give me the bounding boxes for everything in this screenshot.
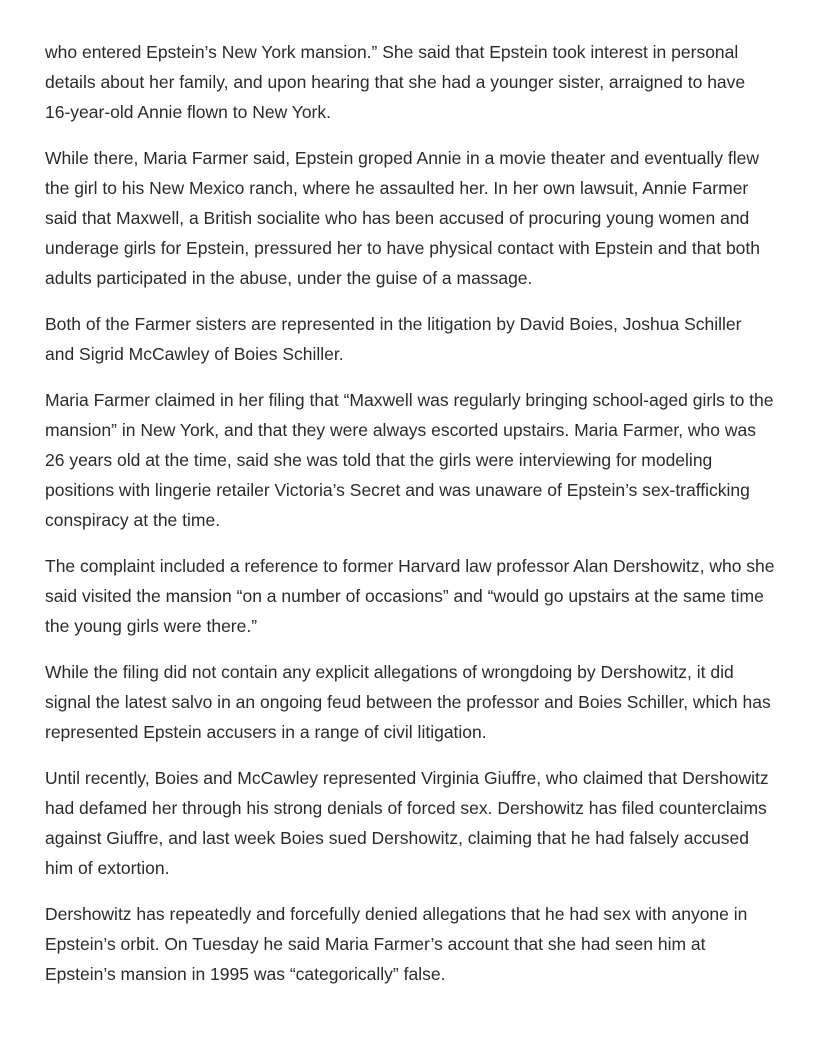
paragraph-7: Until recently, Boies and McCawley represented Virginia Giuffre, who claimed that Dershowitz had defamed her through his strong denials of forced sex. Dershowitz has filed counterclaims against Giuffre, and last week Boies sued Dershowitz, claiming that he had falsely accused him of extortion.	[45, 768, 769, 878]
paragraph-8: Dershowitz has repeatedly and forcefully denied allegations that he had sex with anyone in Epstein’s orbit. On Tuesday he said Maria Farmer’s account that she had seen him at Epstein’s mansion in 1995 was “categorically” false.	[45, 904, 748, 984]
paragraph-5: The complaint included a reference to former Harvard law professor Alan Dershowitz, who she said visited the mansion “on a number of occasions” and “would go upstairs at the same time the young girls were there.”	[45, 556, 775, 636]
paragraph-2: While there, Maria Farmer said, Epstein groped Annie in a movie theater and eventually flew the girl to his New Mexico ranch, where he assaulted her. In her own lawsuit, Annie Farmer said that Maxwell, a British socialite who has been accused of procuring young women and underage girls for Epstein, pressured her to have physical contact with Epstein and that both adults participated in the abuse, under the guise of a massage.	[45, 148, 761, 288]
paragraph-3: Both of the Farmer sisters are represented in the litigation by David Boies, Joshua Schiller and Sigrid McCawley of Boies Schiller.	[45, 314, 742, 364]
article-body	[45, 37, 775, 1005]
paragraph-6: While the filing did not contain any explicit allegations of wrongdoing by Dershowitz, it did signal the latest salvo in an ongoing feud between the professor and Boies Schiller, which has represented Epstein accusers in a range of civil litigation.	[45, 662, 771, 742]
paragraph-4: Maria Farmer claimed in her filing that “Maxwell was regularly bringing school-aged girls to the mansion” in New York, and that they were always escorted upstairs. Maria Farmer, who was 26 years old at the time, said she was told that the girls were interviewing for modeling positions with lingerie retailer Victoria’s Secret and was unaware of Epstein’s sex-trafficking conspiracy at the time.	[45, 390, 774, 530]
paragraph-1: who entered Epstein’s New York mansion.” She said that Epstein took interest in personal details about her family, and upon hearing that she had a younger sister, arraigned to have 16-year-old Annie flown to New York.	[45, 42, 746, 122]
